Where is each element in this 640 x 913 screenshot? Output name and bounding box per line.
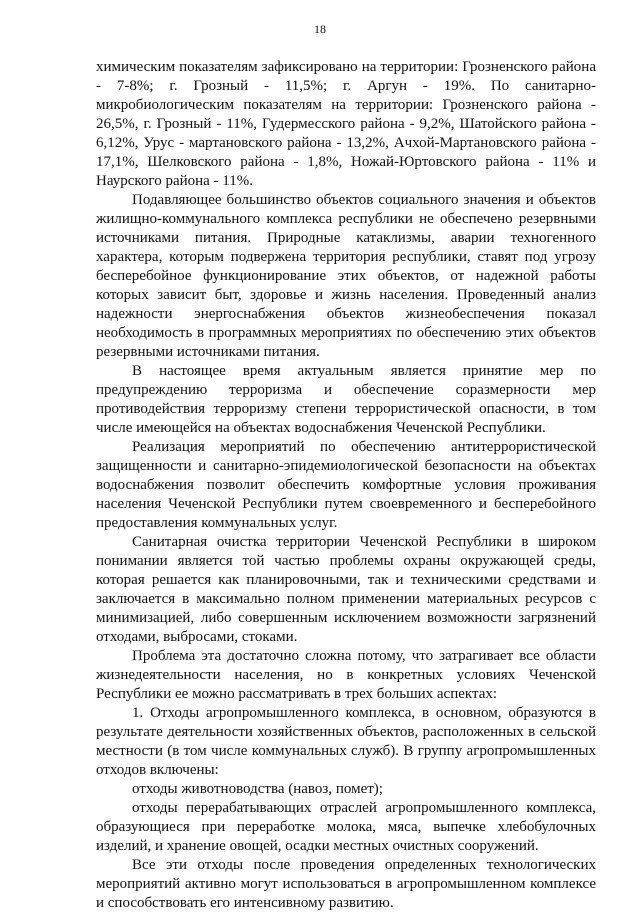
body-paragraph: химическим показателям зафиксировано на территории: Грозненского района - 7-8%; г. Грозный - 11,5%; г. Аргун - 19%. По санитарно-микробиологическим показателям на территории: Грозненского района - 26,5%, г. Грозный - 11%, Гудермесского района - 9,2%, Шатойского района - 6,12%, Урус - мартановского района - 13,2%, Ачхой-Мартановского района - 17,1%, Шелковского района - 1,8%, Ножай-Юртовского района - 11% и Наурского района - 11%. (96, 59, 596, 189)
body-paragraph: В настоящее время актуальным является принятие мер по предупреждению терроризма и обеспечение соразмерности мер противодействия терроризму степени террористической опасности, в том числе имеющейся на объектах водоснабжения Чеченской Республики. (96, 363, 596, 436)
body-paragraph: Реализация мероприятий по обеспечению антитеррористической защищенности и санитарно-эпидемиологической безопасности на объектах водоснабжения позволит обеспечить комфортные условия проживания населения Чеченской Республики путем своевременного и бесперебойного предоставления коммунальных услуг. (96, 439, 596, 531)
body-paragraph: Все эти отходы после проведения определенных технологических мероприятий активно могут использоваться в агропромышленном комплексе и способствовать его интенсивному развитию. (96, 857, 596, 911)
body-paragraph: Подавляющее большинство объектов социального значения и объектов жилищно-коммунального комплекса республики не обеспечено резервными источниками питания. Природные катаклизмы, аварии техногенного характера, которым подвержена территория республики, ставят под угрозу бесперебойное функционирование этих объектов, от надежной работы которых зависит быт, здоровье и жизнь населения. Проведенный анализ надежности энергоснабжения объектов жизнеобеспечения показал необходимость в программных мероприятиях по обеспечению этих объектов резервными источниками питания. (96, 192, 596, 360)
body-paragraph: отходы перерабатывающих отраслей агропромышленного комплекса, образующиеся при переработке молока, мяса, выпечке хлебобулочных изделий, и хранение овощей, осадки местных очистных сооружений. (96, 800, 596, 854)
page-number: 18 (314, 22, 326, 36)
body-paragraph: отходы животноводства (навоз, помет); (132, 781, 383, 797)
document-body (96, 58, 596, 913)
body-paragraph: Санитарная очистка территории Чеченской Республики в широком понимании является той частью проблемы охраны окружающей среды, которая решается как планировочными, так и техническими средствами и заключается в максимально полном применении материальных ресурсов с минимизацией, либо совершенным исключением возможности загрязнений отходами, выбросами, стоками. (96, 534, 596, 645)
body-paragraph: 1. Отходы агропромышленного комплекса, в основном, образуются в результате деятельности хозяйственных объектов, расположенных в сельской местности (в том числе коммунальных служб). В группу агропромышленных отходов включены: (96, 705, 596, 778)
body-paragraph: Проблема эта достаточно сложна потому, что затрагивает все области жизнедеятельности населения, но в конкретных условиях Чеченской Республики ее можно рассматривать в трех больших аспектах: (96, 648, 596, 702)
